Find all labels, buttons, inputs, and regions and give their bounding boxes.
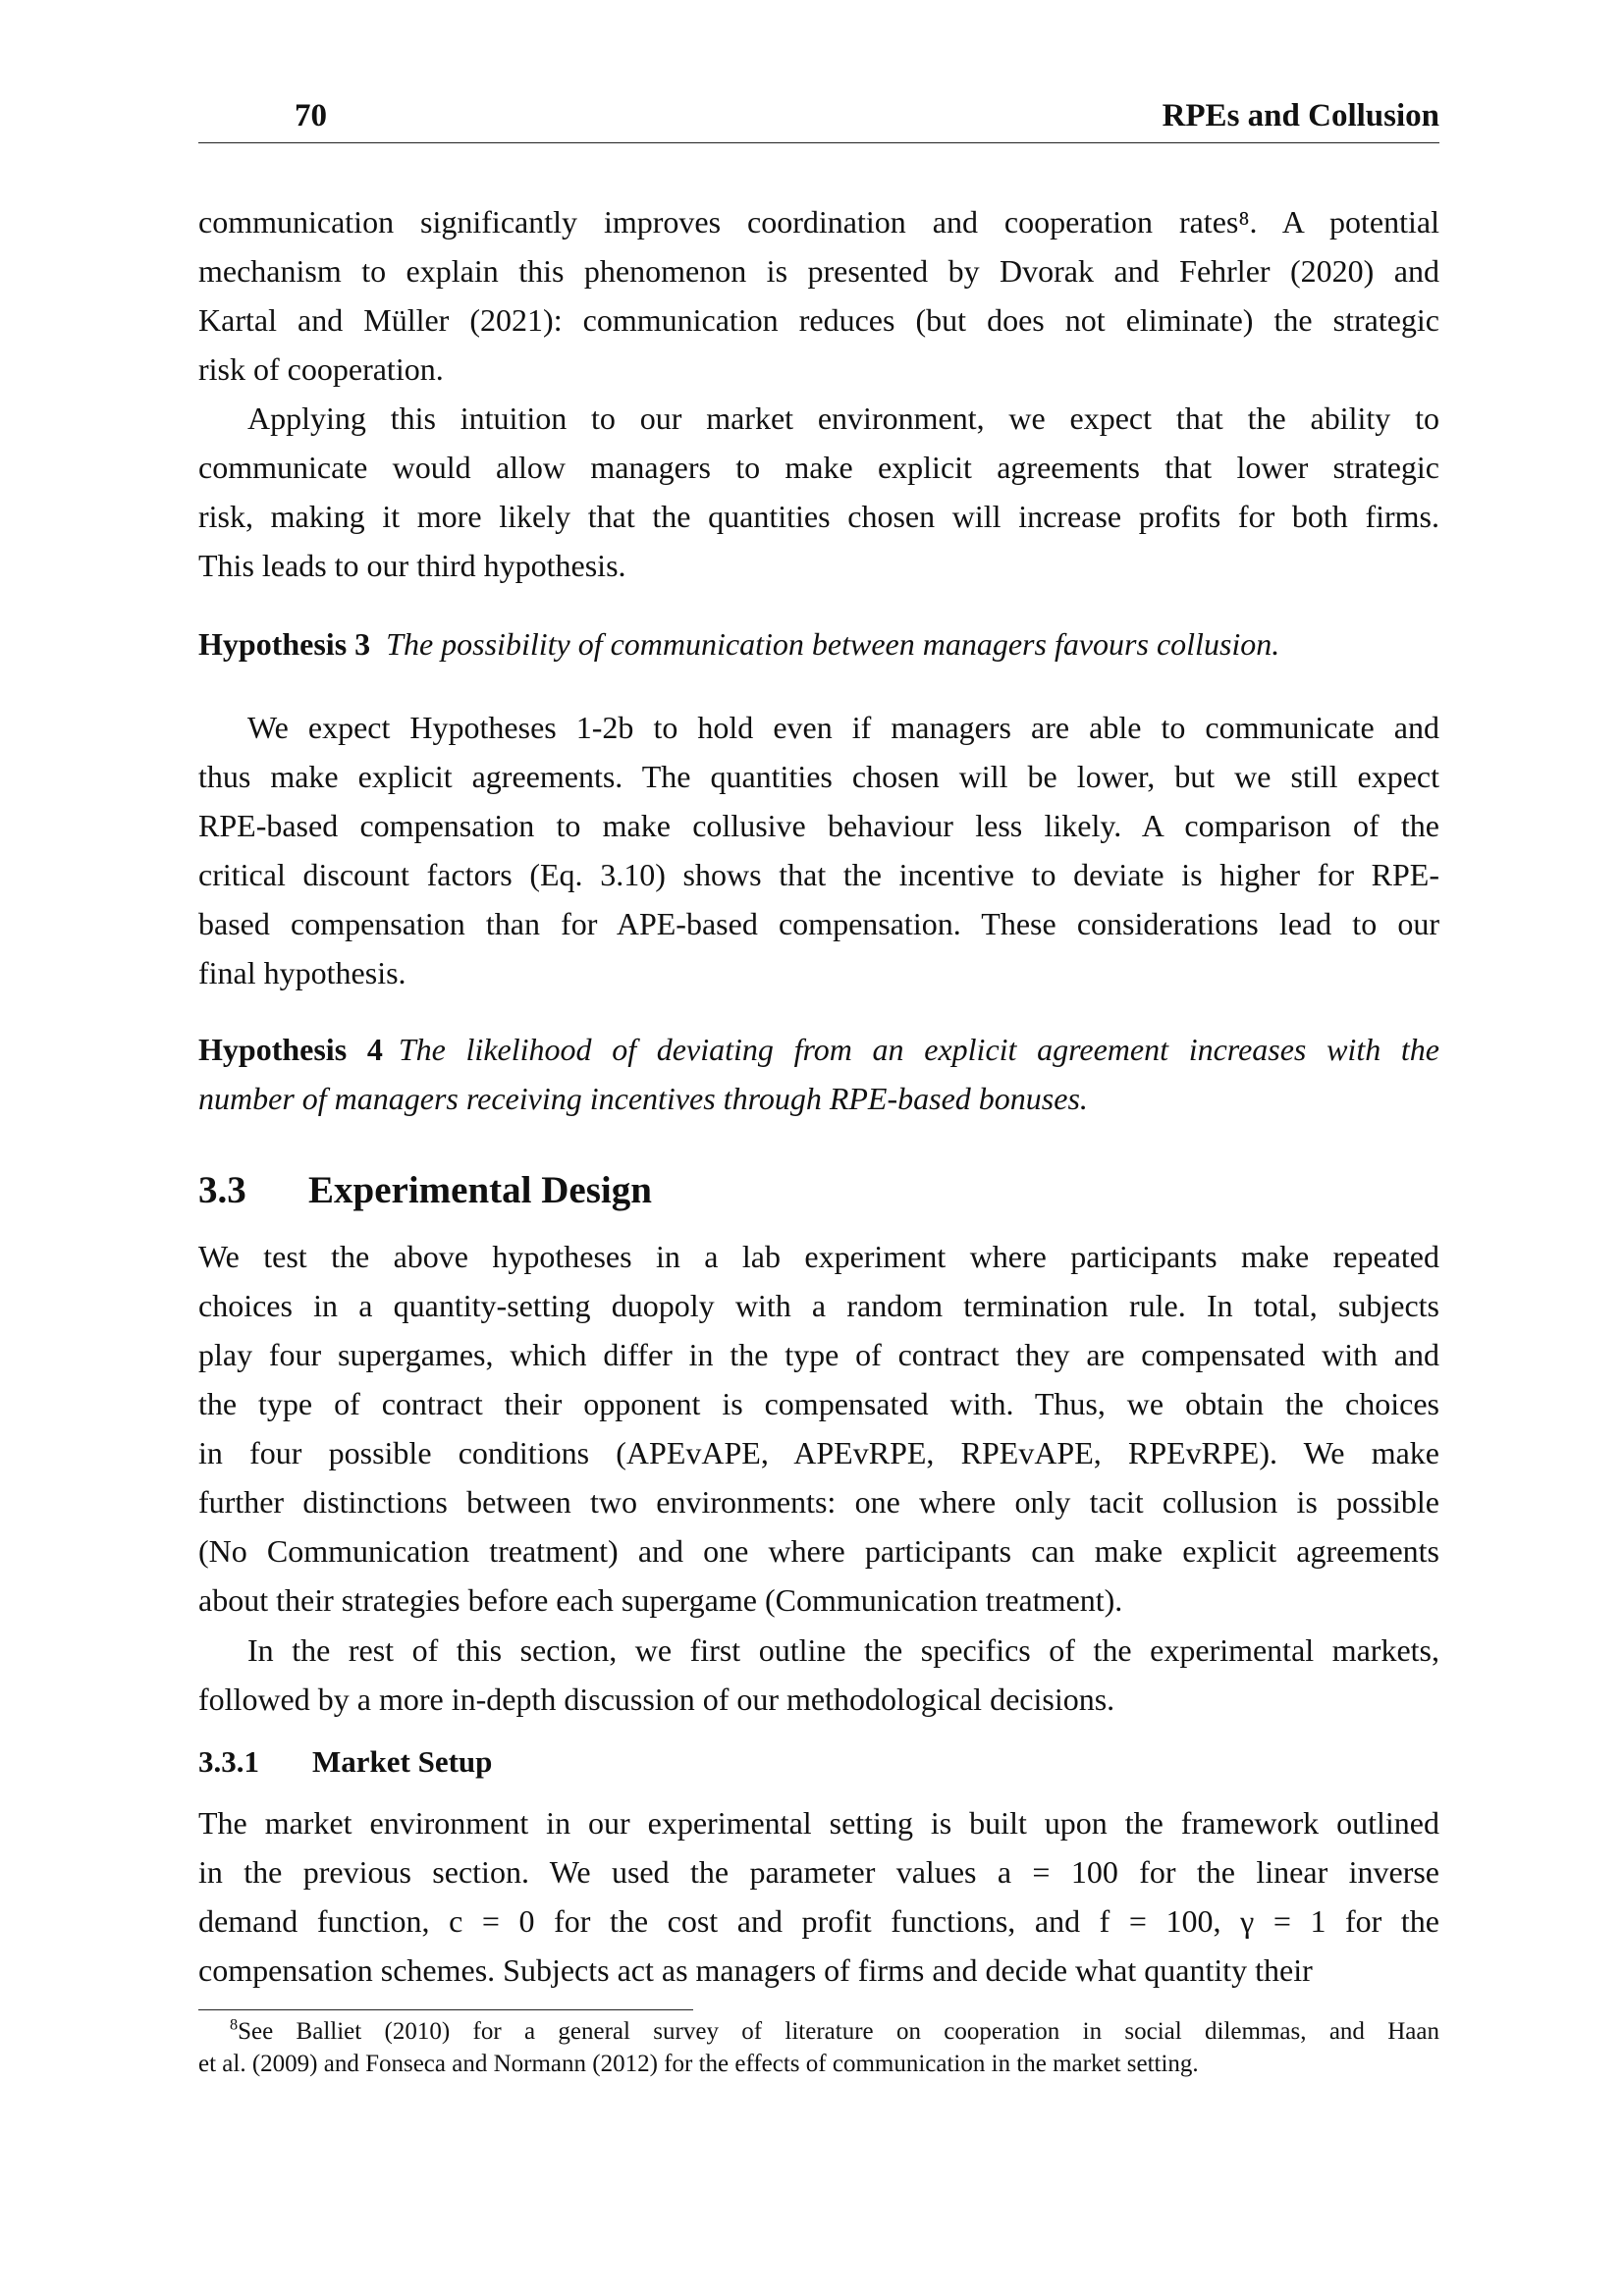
subsection-number: 3.3.1 [198, 1744, 259, 1779]
text-line: Applying this intuition to our market environment, we expect that the ability to [247, 400, 1439, 436]
text-line: in four possible conditions (APEvAPE, APEvRPE, RPEvAPE, RPEvRPE). We make [198, 1435, 1439, 1470]
text-line: further distinctions between two environments: one where only tacit collusion is possible [198, 1484, 1439, 1520]
hypothesis-label: Hypothesis 3 [198, 626, 371, 662]
text-line: communicate would allow managers to make explicit agreements that lower strategic [198, 450, 1439, 485]
hypothesis-line [198, 619, 1439, 668]
footnote-text: et al. (2009) and Fonseca and Normann (2012) for the effects of communication in the market setting. [198, 2051, 1199, 2077]
hypothesis-text: The possibility of communication between managers favours collusion. [386, 626, 1280, 662]
hypothesis-line [198, 1025, 1439, 1074]
footnote-rule [198, 2009, 693, 2010]
footnote-line [198, 2015, 1439, 2048]
text-line: followed by a more in-depth discussion of our methodological decisions. [198, 1682, 1115, 1717]
footnote-text: See Balliet (2010) for a general survey of literature on cooperation in social dilemmas, and Haan [238, 2018, 1439, 2045]
paragraph [198, 394, 1439, 590]
hypothesis-line [198, 1074, 1439, 1123]
text-line: (No Communication treatment) and one where participants can make explicit agreements [198, 1533, 1439, 1569]
paragraph [198, 1798, 1439, 1995]
footnote-line [198, 2048, 1439, 2080]
text-line: play four supergames, which differ in the type of contract they are compensated with and [198, 1337, 1439, 1372]
text-line: We expect Hypotheses 1-2b to hold even if managers are able to communicate and [247, 710, 1439, 745]
text-line: about their strategies before each supergame (Communication treatment). [198, 1582, 1123, 1618]
subsection-heading [198, 1744, 492, 1780]
paragraph [198, 1232, 1439, 1625]
paragraph [198, 197, 1439, 394]
section-heading [198, 1168, 652, 1212]
text-line: thus make explicit agreements. The quantities chosen will be lower, but we still expect [198, 759, 1439, 794]
hypothesis-3 [198, 619, 1439, 668]
hypothesis-text: The likelihood of deviating from an explicit agreement increases with the [398, 1032, 1440, 1067]
paragraph [198, 703, 1439, 997]
text-line: The market environment in our experimental setting is built upon the framework outlined [198, 1805, 1439, 1841]
text-line: risk, making it more likely that the quantities chosen will increase profits for both firms. [198, 499, 1439, 534]
running-header [198, 98, 1439, 141]
section-title: Experimental Design [308, 1169, 652, 1211]
hypothesis-text: number of managers receiving incentives through RPE-based bonuses. [198, 1081, 1088, 1116]
page-number: 70 [295, 98, 327, 133]
header-rule [198, 142, 1439, 143]
hypothesis-label: Hypothesis 4 [198, 1032, 383, 1067]
text-line: demand function, c = 0 for the cost and profit functions, and f = 100, γ = 1 for the [198, 1903, 1439, 1939]
text-line: compensation schemes. Subjects act as managers of firms and decide what quantity their [198, 1952, 1313, 1988]
text-line: the type of contract their opponent is compensated with. Thus, we obtain the choices [198, 1386, 1439, 1421]
paragraph [198, 1626, 1439, 1724]
text-line: Kartal and Müller (2021): communication reduces (but does not eliminate) the strategic [198, 302, 1439, 338]
text-line: choices in a quantity-setting duopoly with a random termination rule. In total, subjects [198, 1288, 1439, 1323]
text-line: In the rest of this section, we first outline the specifics of the experimental markets, [247, 1632, 1439, 1668]
subsection-title: Market Setup [312, 1744, 493, 1779]
text-line: This leads to our third hypothesis. [198, 548, 626, 583]
text-line: final hypothesis. [198, 955, 406, 990]
text-line: risk of cooperation. [198, 351, 444, 387]
text-line: RPE-based compensation to make collusive behaviour less likely. A comparison of the [198, 808, 1439, 843]
text-line: We test the above hypotheses in a lab experiment where participants make repeated [198, 1239, 1439, 1274]
text-line: based compensation than for APE-based compensation. These considerations lead to our [198, 906, 1439, 941]
text-line: mechanism to explain this phenomenon is presented by Dvorak and Fehrler (2020) and [198, 253, 1439, 289]
running-title: RPEs and Collusion [1162, 98, 1439, 133]
hypothesis-4 [198, 1025, 1439, 1123]
text-line: critical discount factors (Eq. 3.10) shows that the incentive to deviate is higher for RPE- [198, 857, 1439, 892]
text-line: communication significantly improves coordination and cooperation rates⁸. A potential [198, 204, 1439, 240]
footnote [198, 2015, 1439, 2080]
footnote-mark: 8 [230, 2015, 239, 2034]
section-number: 3.3 [198, 1169, 246, 1211]
text-line: in the previous section. We used the parameter values a = 100 for the linear inverse [198, 1854, 1439, 1890]
